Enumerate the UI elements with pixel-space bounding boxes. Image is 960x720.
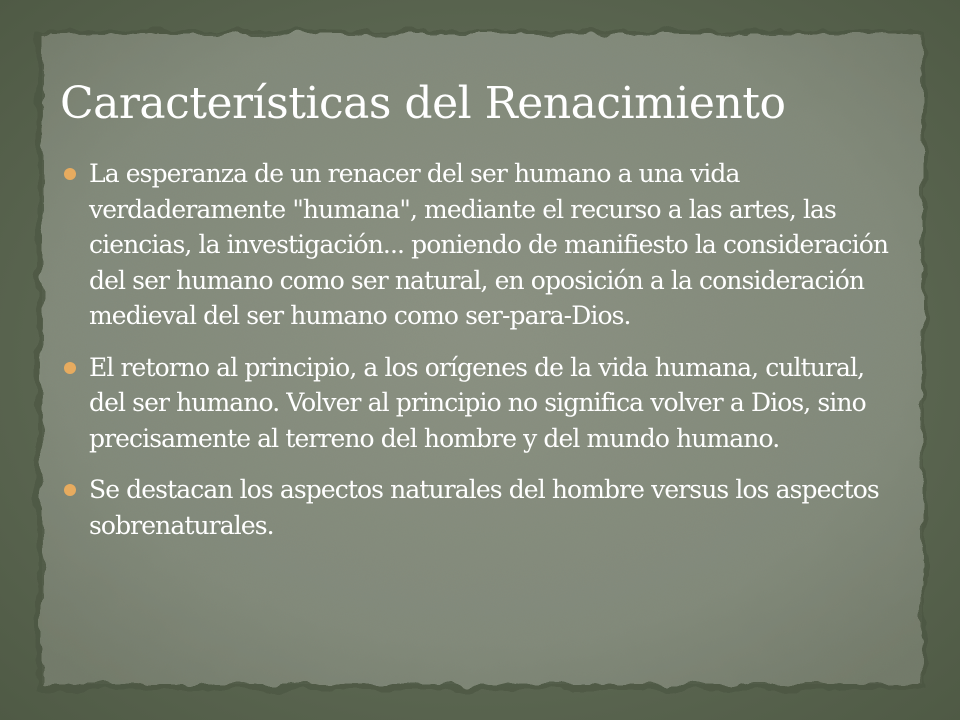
slide-title: Características del Renacimiento — [60, 78, 786, 129]
bullet-text: La esperanza de un renacer del ser humano a una vida verdaderamente "humana", mediante el recurso a las artes, las ciencias, la investigación... poniendo de manifiesto la consideración del ser humano como ser natural, en oposición a la consideración medieval del ser humano como ser-para-Dios. — [89, 159, 889, 330]
bullet-item — [62, 350, 907, 457]
bullet-dot-icon — [64, 168, 76, 180]
bullet-dot-icon — [64, 484, 76, 496]
bullet-list — [62, 156, 907, 559]
bullet-text: Se destacan los aspectos naturales del hombre versus los aspectos sobrenaturales. — [89, 475, 879, 540]
bullet-item — [62, 156, 907, 334]
bullet-item — [62, 472, 907, 543]
bullet-dot-icon — [64, 362, 76, 374]
bullet-text: El retorno al principio, a los orígenes de la vida humana, cultural, del ser humano. Volver al principio no significa volver a Dios, sino precisamente al terreno del hombre y del mundo humano. — [89, 352, 866, 453]
